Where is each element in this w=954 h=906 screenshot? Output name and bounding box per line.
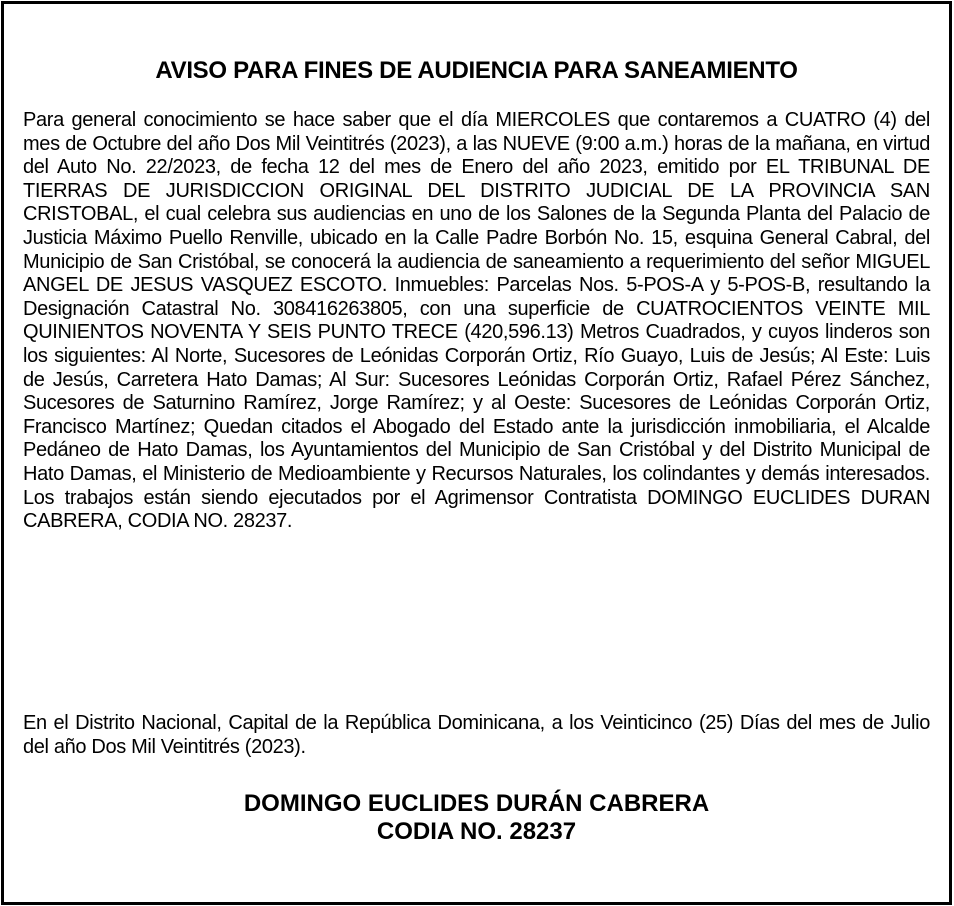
- signature-name: DOMINGO EUCLIDES DURÁN CABRERA: [243, 790, 710, 817]
- notice-closing-paragraph: En el Distrito Nacional, Capital de la República Dominicana, a los Veinticinco (25) Días del mes de Julio del año Dos Mil Veintitrés (2023).: [23, 712, 930, 758]
- notice-body-paragraph: Para general conocimiento se hace saber que el día MIERCOLES que contaremos a CUATRO (4) del mes de Octubre del año Dos Mil Veintitrés (2023), a las NUEVE (9:00 a.m.) horas de la mañana, en virtud del Auto No. 22/2023, de fecha 12 del mes de Enero del año 2023, emitido por EL TRIBUNAL DE TIERRAS DE JURISDICCION ORIGINAL DEL DISTRITO JUDICIAL DE LA PROVINCIA SAN CRISTOBAL, el cual celebra sus audiencias en uno de los Salones de la Segunda Planta del Palacio de Justicia Máximo Puello Renville, ubicado en la Calle Padre Borbón No. 15, esquina General Cabral, del Municipio de San Cristóbal, se conocerá la audiencia de saneamiento a requerimiento del señor MIGUEL ANGEL DE JESUS VASQUEZ ESCOTO. Inmuebles: Parcelas Nos. 5-POS-A y 5-POS-B, resultando la Designación Catastral No. 308416263805, con una superficie de CUATROCIENTOS VEINTE MIL QUINIENTOS NOVENTA Y SEIS PUNTO TRECE (420,596.13) Metros Cuadrados, y cuyos linderos son los siguientes: Al Norte, Sucesores de Leónidas Corporán Ortiz, Río Guayo, Luis de Jesús; Al Este: Luis de Jesús, Carretera Hato Damas; Al Sur: Sucesores Leónidas Corporán Ortiz, Rafael Pérez Sánchez, Sucesores de Saturnino Ramírez, Jorge Ramírez; y al Oeste: Sucesores de Leónidas Corporán Ortiz, Francisco Martínez; Quedan citados el Abogado del Estado ante la jurisdicción inmobiliaria, el Alcalde Pedáneo de Hato Damas, los Ayuntamientos del Municipio de San Cristóbal y del Distrito Municipal de Hato Damas, el Ministerio de Medioambiente y Recursos Naturales, los colindantes y demás interesados. Los trabajos están siendo ejecutados por el Agrimensor Contratista DOMINGO EUCLIDES DURAN CABRERA, CODIA NO. 28237.: [23, 109, 930, 533]
- notice-frame: [1, 1, 952, 905]
- signature-codia: CODIA NO. 28237: [376, 818, 577, 845]
- signature-block: [4, 790, 949, 846]
- notice-title: AVISO PARA FINES DE AUDIENCIA PARA SANEAMIENTO: [155, 57, 798, 84]
